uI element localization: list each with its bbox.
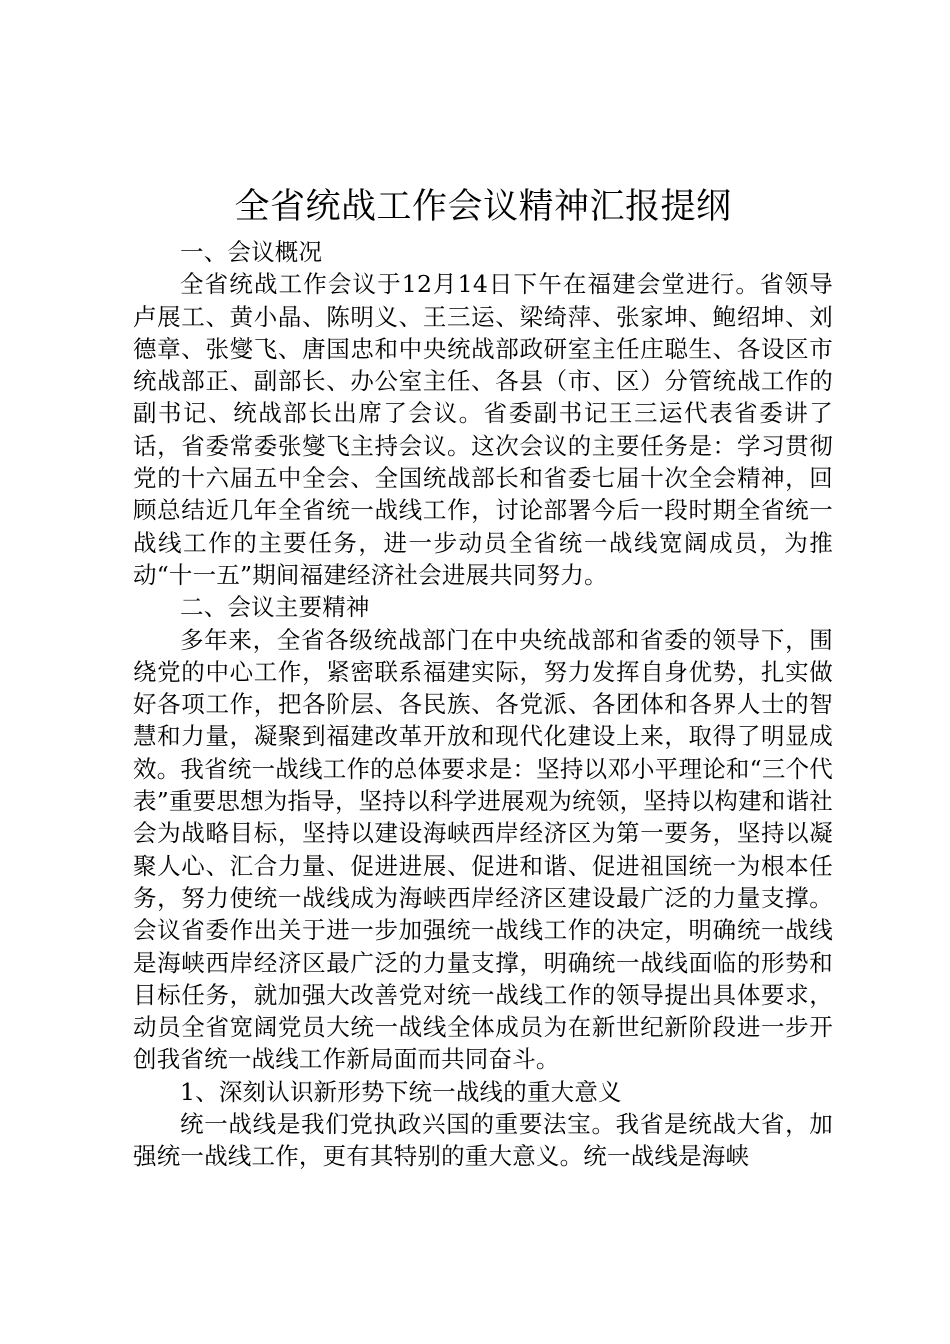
section-heading-main-spirit: 二、会议主要精神 — [180, 593, 370, 622]
section-heading-meeting-overview: 一、会议概况 — [180, 238, 323, 266]
paragraph-significance: 统一战线是我们党执政兴国的重要法宝。我省是统战大省，加强统一战线工作，更有其特别的重大意义。统一战线是海峡 — [133, 1110, 833, 1171]
document-page — [133, 180, 833, 1173]
paragraph-meeting-overview: 全省统战工作会议于12月14日下午在福建会堂进行。省领导卢展工、黄小晶、陈明义、王三运、梁绮萍、张家坤、鲍绍坤、刘德章、张燮飞、唐国忠和中央统战部政研室主任庄聪生、各设区市统战部正、副部长、办公室主任、各县（市、区）分管统战工作的副书记、统战部长出席了会议。省委副书记王三运代表省委讲了话，省委常委张燮飞主持会议。这次会议的主要任务是：学习贯彻党的十六届五中全会、全国统战部长和省委七届十次全会精神，回顾总结近几年全省统一战线工作，讨论部署今后一段时期全省统一战线工作的主要任务，进一步动员全省统一战线宽阔成员，为推动“十一五”期间福建经济社会进展共同努力。 — [133, 270, 833, 589]
paragraph-main-spirit: 多年来，全省各级统战部门在中央统战部和省委的领导下，围绕党的中心工作，紧密联系福建实际，努力发挥自身优势，扎实做好各项工作，把各阶层、各民族、各党派、各团体和各界人士的智慧和力量，凝聚到福建改革开放和现代化建设上来，取得了明显成效。我省统一战线工作的总体要求是：坚持以邓小平理论和“三个代表”重要思想为指导，坚持以科学进展观为统领，坚持以构建和谐社会为战略目标，坚持以建设海峡西岸经济区为第一要务，坚持以凝聚人心、汇合力量、促进进展、促进和谐、促进祖国统一为根本任务，努力使统一战线成为海峡西岸经济区建设最广泛的力量支撑。会议省委作出关于进一步加强统一战线工作的决定，明确统一战线是海峡西岸经济区最广泛的力量支撑，明确统一战线面临的形势和目标任务，就加强大改善党对统一战线工作的领导提出具体要求，动员全省宽阔党员大统一战线全体成员为在新世纪新阶段进一步开创我省统一战线工作新局面而共同奋斗。 — [133, 625, 833, 1074]
subsection-heading-significance: 1、深刻认识新形势下统一战线的重大意义 — [180, 1077, 622, 1106]
document-title: 全省统战工作会议精神汇报提纲 — [234, 187, 732, 227]
